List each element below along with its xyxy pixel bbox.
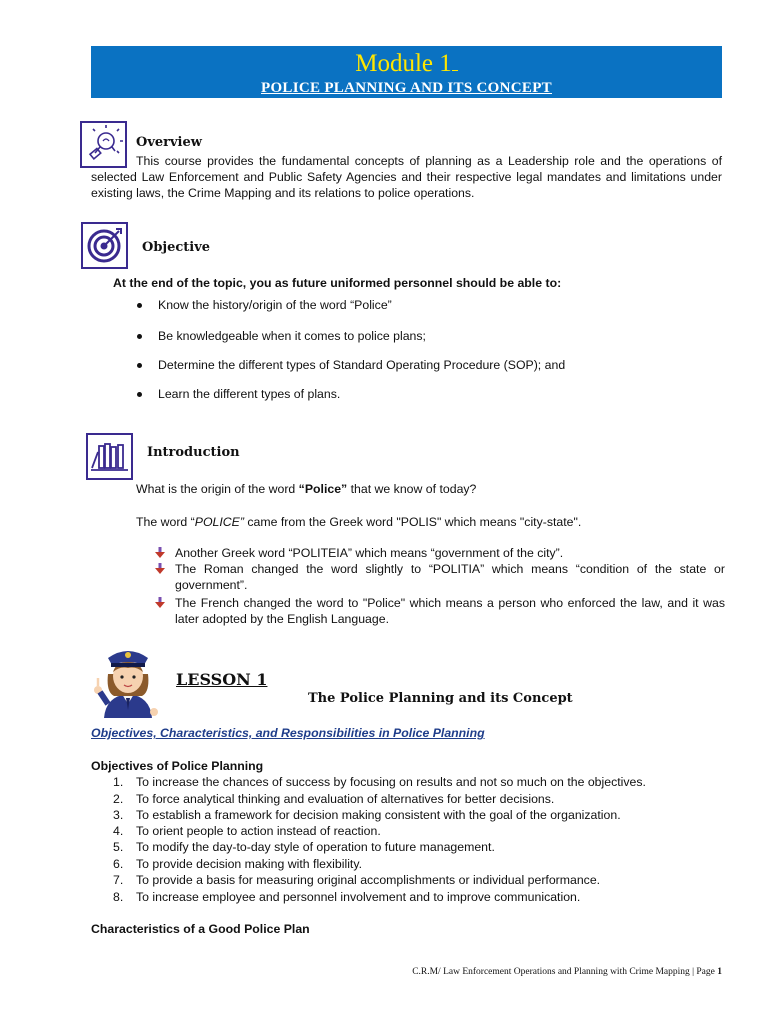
objectives-list-item: 2. To force analytical thinking and evaluation of alternatives for better decisions.	[113, 792, 555, 806]
lesson-label: LESSON 1	[176, 670, 268, 689]
bullet-icon	[137, 303, 142, 308]
police-officer-illustration	[92, 644, 164, 720]
objective-item: Learn the different types of plans.	[137, 386, 340, 402]
bullet-icon	[137, 334, 142, 339]
objectives-list-item: 1. To increase the chances of success by focusing on results and not so much on the objectives.	[113, 775, 646, 789]
objectives-list-item: 7. To provide a basis for measuring original accomplishments or individual performance.	[113, 873, 601, 887]
bullet-icon	[137, 363, 142, 368]
introduction-heading: Introduction	[147, 445, 240, 460]
arrow-down-icon	[155, 563, 165, 575]
overview-heading: Overview	[136, 135, 202, 150]
introduction-point: The French changed the word to "Police" which means a person who enforced the law, and it was later adopted by the English Language.	[155, 595, 725, 627]
introduction-question: What is the origin of the word “Police” that we know of today?	[136, 482, 477, 496]
arrow-down-icon	[155, 547, 165, 559]
bullet-icon	[137, 392, 142, 397]
section-link[interactable]: Objectives, Characteristics, and Responsibilities in Police Planning	[91, 726, 485, 740]
objectives-list-item: 8. To increase employee and personnel involvement and to improve communication.	[113, 890, 581, 904]
module-subtitle: POLICE PLANNING AND ITS CONCEPT	[260, 80, 552, 96]
objectives-list-item: 6. To provide decision making with flexibility.	[113, 857, 362, 871]
objective-heading: Objective	[142, 240, 211, 255]
books-icon	[86, 433, 133, 480]
overview-text: This course provides the fundamental concepts of planning as a Leadership role and the operations of selected Law Enforcement and Public Safety Agencies and their respective legal mandates and limitations under existing laws, the Crime Mapping and its relations to police operations.	[91, 154, 722, 200]
objectives-list-item: 3. To establish a framework for decision making consistent with the goal of the organization.	[113, 808, 621, 822]
introduction-point: Another Greek word “POLITEIA” which means “government of the city”.	[155, 545, 725, 563]
objective-item: Determine the different types of Standard Operating Procedure (SOP); and	[137, 357, 565, 373]
lesson-title: The Police Planning and its Concept	[308, 691, 573, 706]
objective-lead: At the end of the topic, you as future uniformed personnel should be able to:	[113, 276, 562, 290]
introduction-paragraph: The word “POLICE” came from the Greek word "POLIS" which means "city-state".	[136, 515, 582, 529]
objectives-list-item: 4. To orient people to action instead of reaction.	[113, 824, 381, 838]
objective-item: Be knowledgeable when it comes to police plans;	[137, 328, 426, 344]
arrow-down-icon	[155, 597, 165, 609]
target-icon	[81, 222, 128, 269]
objectives-list-item: 5. To modify the day-to-day style of operation to future management.	[113, 840, 495, 854]
objective-item: Know the history/origin of the word “Police”	[137, 297, 392, 313]
introduction-point: The Roman changed the word slightly to “POLITIA” which means “condition of the state or government”.	[155, 561, 725, 593]
page-footer: C.R.M/ Law Enforcement Operations and Planning with Crime Mapping | Page 1	[412, 967, 722, 977]
module-banner	[91, 46, 722, 98]
module-title: Module 1	[91, 46, 722, 79]
characteristics-heading: Characteristics of a Good Police Plan	[91, 922, 310, 936]
objectives-heading: Objectives of Police Planning	[91, 759, 264, 773]
